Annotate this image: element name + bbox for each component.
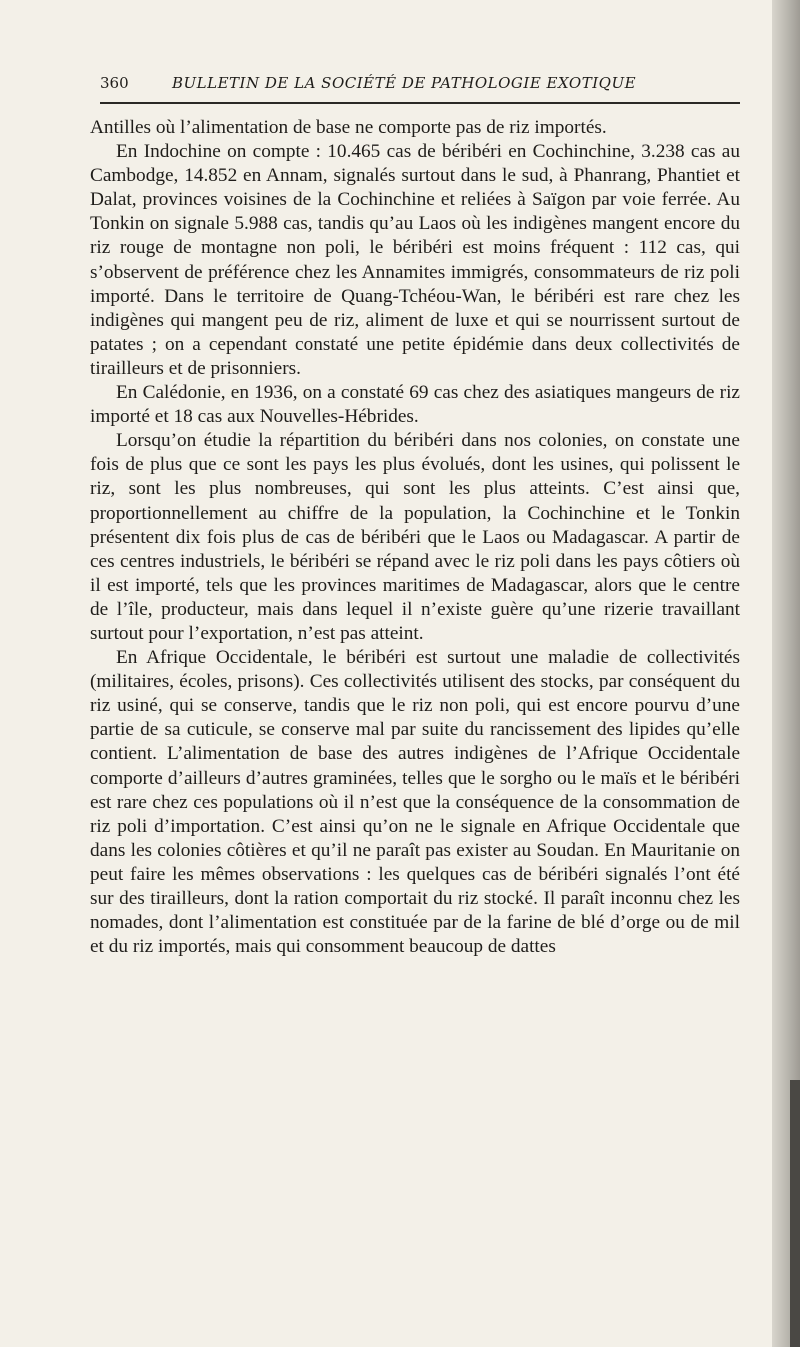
paragraph: En Indochine on compte : 10.465 cas de béribéri en Cochinchine, 3.238 cas au Cambodge, 14.852 en Annam, signalés surtout dans le sud, à Phanrang, Phantiet et Dalat, provinces voisines de la Cochinchine et reliées à Saïgon par voie ferrée. Au Tonkin on signale 5.988 cas, tandis qu’au Laos où les indigènes mangent encore du riz rouge de montagne non poli, le béribéri est moins fréquent : 112 cas, qui s’observent de préférence chez les Annamites immigrés, consommateurs de riz poli importé. Dans le territoire de Quang-Tchéou-Wan, le béribéri est rare chez les indigènes qui mangent peu de riz, aliment de luxe et qui se nourrissent surtout de patates ; on a cependant constaté une petite épidémie dans deux collectivités de tirailleurs et de prisonniers.	[90, 141, 740, 379]
body-text	[90, 116, 740, 959]
paragraph: En Calédonie, en 1936, on a constaté 69 cas chez des asiatiques mangeurs de riz importé et 18 cas aux Nouvelles-Hébrides.	[90, 382, 740, 428]
page-number: 360	[100, 74, 129, 92]
scan-border	[790, 1080, 800, 1347]
page-header	[100, 74, 740, 96]
running-title: BULLETIN DE LA SOCIÉTÉ DE PATHOLOGIE EXOTIQUE	[172, 74, 637, 92]
paragraph: Antilles où l’alimentation de base ne comporte pas de riz importés.	[90, 117, 607, 138]
paragraph: En Afrique Occidentale, le béribéri est surtout une maladie de collectivités (militaires, écoles, prisons). Ces collectivités utilisent des stocks, par conséquent du riz usiné, qui se conserve, tandis que le riz non poli, qui est encore pourvu d’une partie de sa cuticule, se conserve mal par suite du rancissement des lipides qu’elle contient. L’alimentation de base des autres indigènes de l’Afrique Occidentale comporte d’ailleurs d’autres graminées, telles que le sorgho ou le maïs et le béribéri est rare chez ces populations où il n’est que la conséquence de la consommation de riz poli d’importation. C’est ainsi qu’on ne le signale en Afrique Occidentale que dans les colonies côtières et qu’il ne paraît pas exister au Soudan. En Mauritanie on peut faire les mêmes observations : les quelques cas de béribéri signalés l’ont été sur des tirailleurs, dont la ration comportait du riz stocké. Il paraît inconnu chez les nomades, dont l’alimentation est constituée par de la farine de blé d’orge ou de mil et du riz importés, mais qui consomment beaucoup de dattes	[90, 647, 740, 958]
paragraph: Lorsqu’on étudie la répartition du béribéri dans nos colonies, on constate une fois de plus que ce sont les pays les plus évolués, dont les usines, qui polissent le riz, sont les plus nombreuses, qui sont les plus atteints. C’est ainsi que, proportionnellement au chiffre de la population, la Cochinchine et le Tonkin présentent dix fois plus de cas de béribéri que le Laos ou Madagascar. A partir de ces centres industriels, le béribéri se répand avec le riz poli dans les pays côtiers où il est importé, tels que les provinces maritimes de Madagascar, alors que le centre de l’île, producteur, mais dans lequel il n’existe guère qu’une rizerie travaillant surtout pour l’exportation, n’est pas atteint.	[90, 430, 740, 644]
header-rule	[100, 102, 740, 104]
